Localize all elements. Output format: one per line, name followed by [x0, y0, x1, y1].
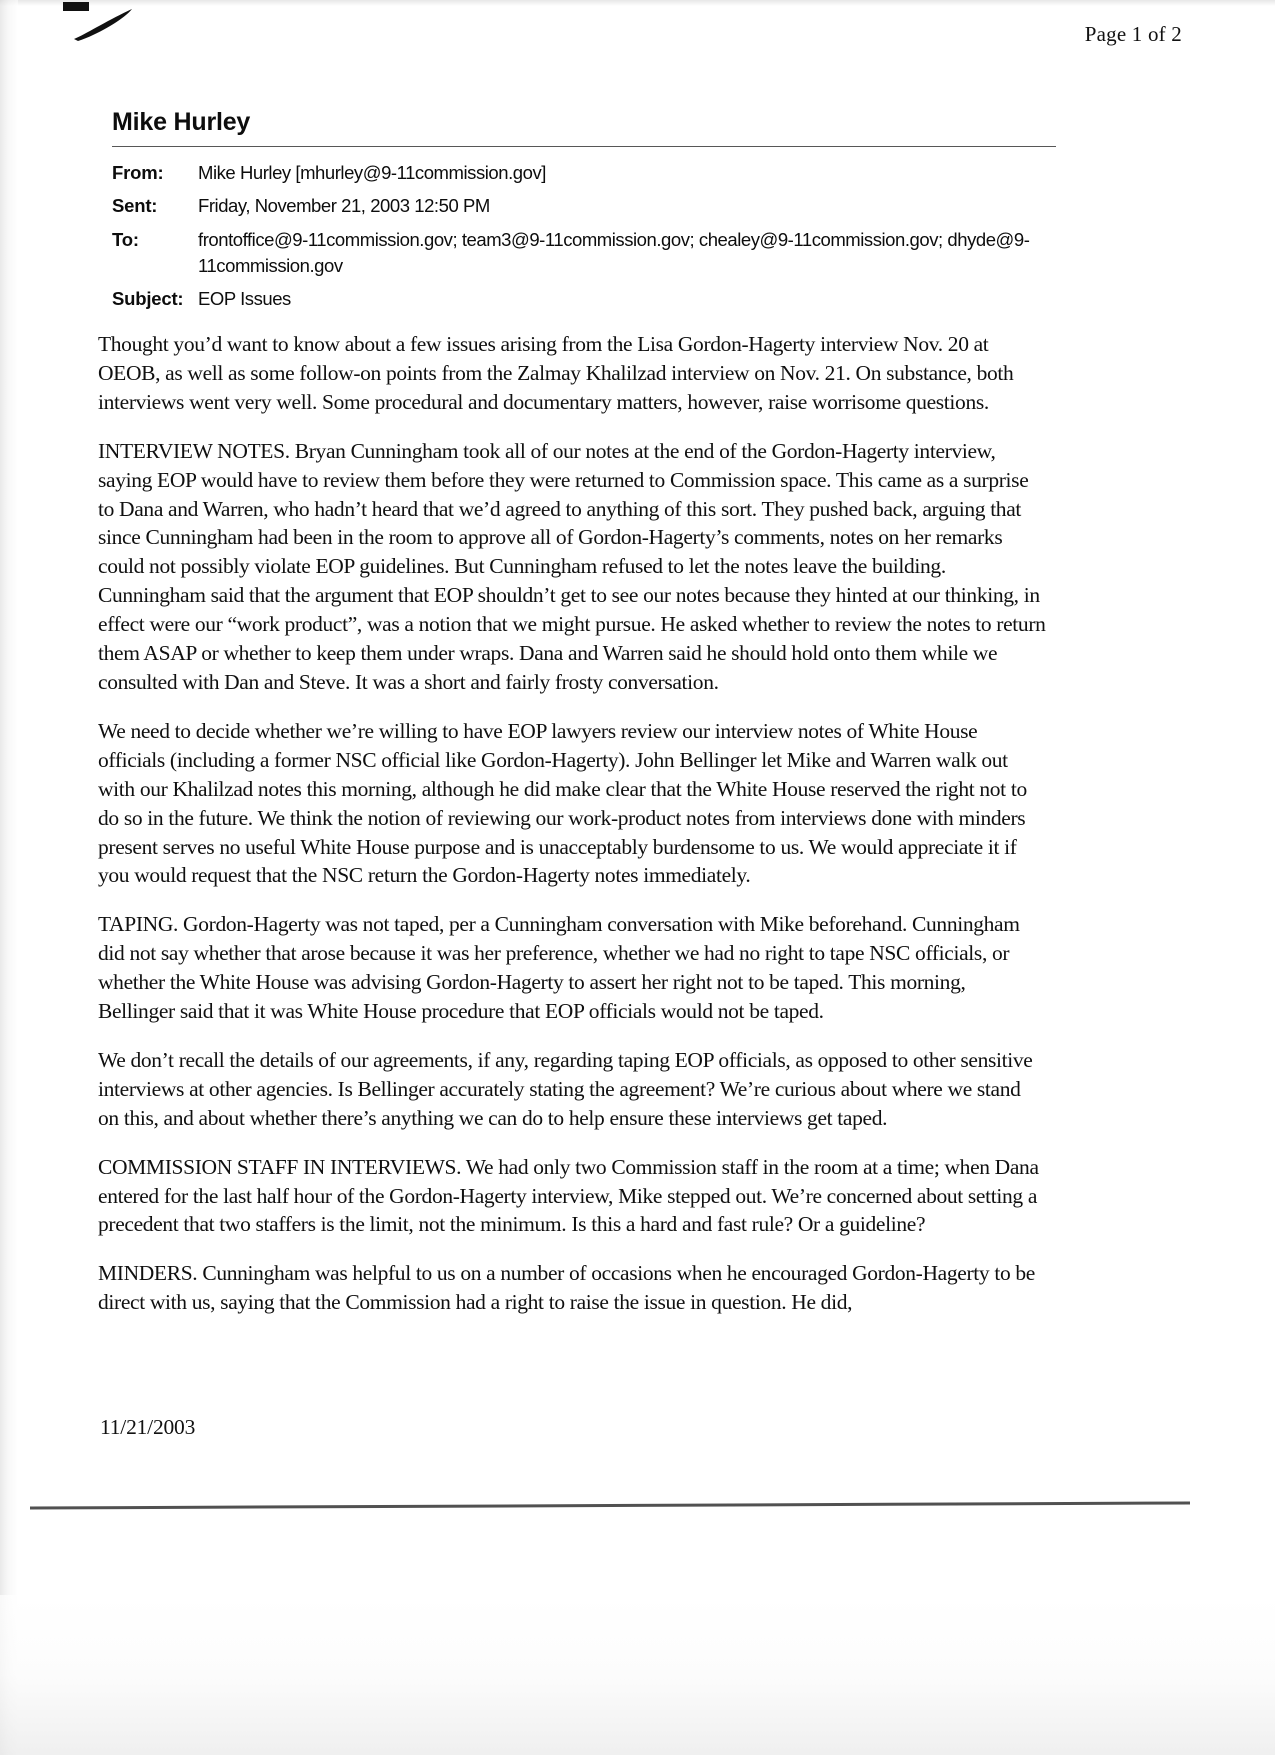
header-value-to: frontoffice@9-11commission.gov; team3@9-11commission.gov; chealey@9-11commission.gov; dhyde@9-11commission.gov — [198, 228, 1030, 276]
header-field-subject — [112, 286, 1062, 312]
email-body — [98, 330, 1046, 1337]
body-paragraph: MINDERS. Cunningham was helpful to us on a number of occasions when he encouraged Gordon-Hagerty to be direct with us, saying that the Commission had a right to raise the issue in question. He did, — [98, 1261, 1035, 1315]
body-paragraph: TAPING. Gordon-Hagerty was not taped, per a Cunningham conversation with Mike beforehand. Cunningham did not say whether that arose because it was her preference, whether we had no right to tape NSC officials, or whether the White House was advising Gordon-Hagerty to assert her right not to be taped. This morning, Bellinger said that it was White House procedure that EOP officials would not be taped. — [98, 912, 1020, 1024]
header-label-to: To: — [112, 228, 139, 250]
header-label-from: From: — [112, 162, 164, 183]
body-paragraph: COMMISSION STAFF IN INTERVIEWS. We had only two Commission staff in the room at a time; when Dana entered for the last half hour of the Gordon-Hagerty interview, Mike stepped out. We’re concerned about setting a precedent that two staffers is the limit, not the minimum. Is this a hard and fast rule? Or a guideline? — [98, 1154, 1039, 1237]
body-paragraph: We don’t recall the details of our agreements, if any, regarding taping EOP officials, as opposed to other sensitive interviews at other agencies. Is Bellinger accurately stating the agreement? We’re curious about where we stand on this, and about whether there’s anything we can do to help ensure these interviews get taped. — [98, 1047, 1033, 1130]
header-divider — [112, 146, 1056, 147]
body-paragraph: Thought you’d want to know about a few issues arising from the Lisa Gordon-Hagerty interview Nov. 20 at OEOB, as well as some follow-on points from the Zalmay Khalilzad interview on Nov. 21. On substance, both interviews went very well. Some procedural and documentary matters, however, raise worrisome questions. — [98, 332, 1014, 414]
header-field-sent — [112, 193, 1062, 219]
email-header — [112, 108, 1062, 319]
body-paragraph: INTERVIEW NOTES. Bryan Cunningham took all of our notes at the end of the Gordon-Hagerty interview, saying EOP would have to review them before they were returned to Commission space. This came as a surprise to Dana and Warren, who hadn’t heard that we’d agreed to anything of this sort. They pushed back, arguing that since Cunningham had been in the room to approve all of Gordon-Hagerty’s comments, notes on her remarks could not possibly violate EOP guidelines. But Cunningham refused to let the notes leave the building. Cunningham said that the argument that EOP shouldn’t get to see our notes because they hinted at our thinking, in effect were our “work product”, was a notion that we might pursue. He asked whether to review the notes to return them ASAP or whether to keep them under wraps. Dana and Warren said he should hold onto them while we consulted with Dan and Steve. It was a short and fairly frosty conversation. — [98, 438, 1046, 694]
page-number: Page 1 of 2 — [1084, 22, 1182, 46]
handwritten-slash-icon — [72, 8, 136, 42]
scan-artifact-bottom — [0, 1595, 1275, 1755]
footer-date: 11/21/2003 — [100, 1415, 196, 1439]
body-paragraph: We need to decide whether we’re willing to have EOP lawyers review our interview notes of White House officials (including a former NSC official like Gordon-Hagerty). John Bellinger let Mike and Warren walk out with our Khalilzad notes this morning, although he did make clear that the White House reserved the right not to do so in the future. We think the notion of reviewing our work-product notes from interviews done with minders present serves no useful White House purpose and is unacceptably burdensome to us. We would appreciate it if you would request that the NSC return the Gordon-Hagerty notes immediately. — [98, 718, 1027, 888]
header-label-subject: Subject: — [112, 288, 184, 310]
header-value-subject: EOP Issues — [198, 288, 291, 310]
scan-artifact-top — [0, 0, 1275, 6]
scan-artifact-left — [0, 0, 18, 1755]
header-value-sent: Friday, November 21, 2003 12:50 PM — [198, 195, 490, 217]
header-field-to — [112, 227, 1062, 280]
header-field-from — [112, 160, 1062, 186]
header-value-from: Mike Hurley [mhurley@9-11commission.gov] — [198, 162, 546, 183]
header-label-sent: Sent: — [112, 195, 158, 217]
scan-artifact-baseline — [30, 1501, 1190, 1509]
sender-name: Mike Hurley — [112, 108, 251, 136]
